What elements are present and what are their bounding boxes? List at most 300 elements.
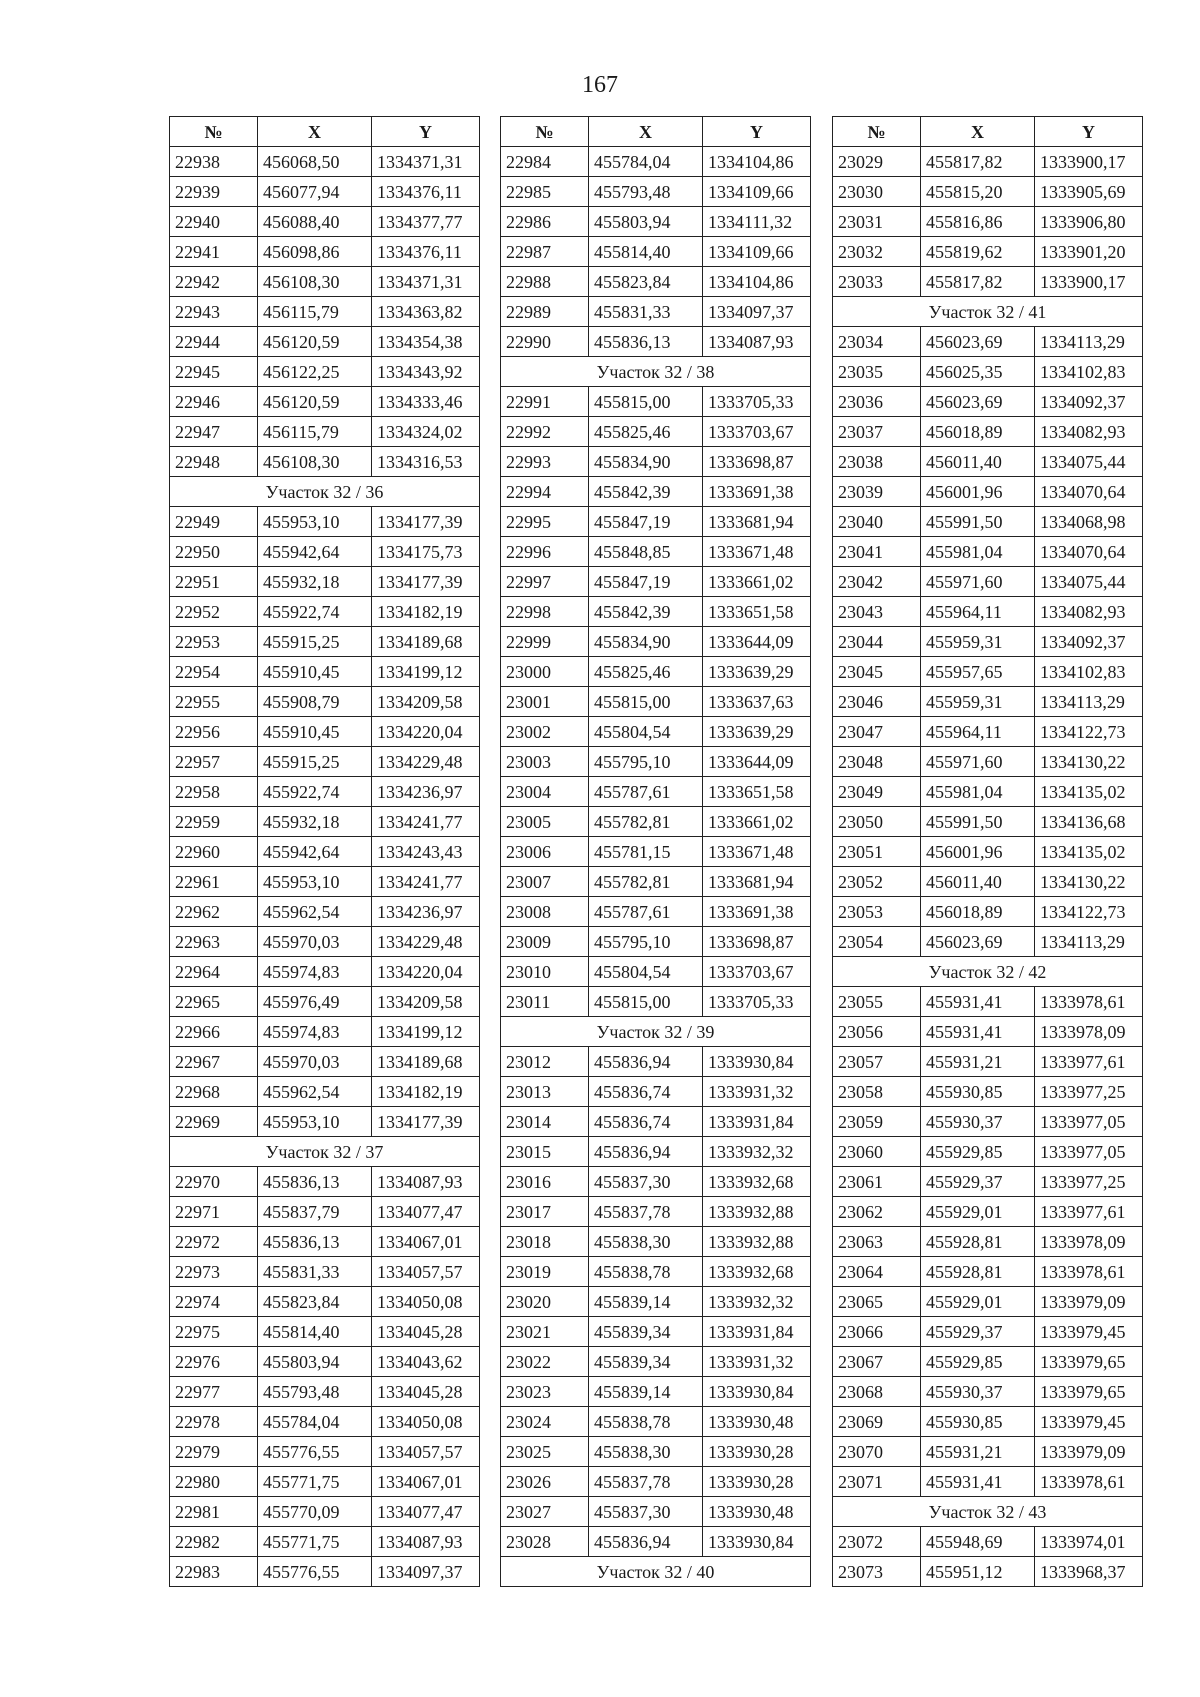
x-coordinate: 456023,69: [921, 927, 1035, 957]
table-row: [501, 1497, 811, 1527]
x-coordinate: 455804,54: [589, 957, 703, 987]
table-row: [170, 1377, 480, 1407]
x-coordinate: 455819,62: [921, 237, 1035, 267]
y-coordinate: 1334097,37: [703, 297, 811, 327]
y-coordinate: 1333905,69: [1035, 177, 1143, 207]
table-row: [833, 777, 1143, 807]
table-row: [501, 177, 811, 207]
number-header: №: [170, 117, 258, 147]
y-coordinate: 1334199,12: [372, 1017, 480, 1047]
y-coordinate: 1333681,94: [703, 507, 811, 537]
section-row: [170, 1137, 480, 1167]
y-coordinate: 1334087,93: [372, 1527, 480, 1557]
table-row: [501, 777, 811, 807]
table-row: [501, 1077, 811, 1107]
point-number: 22963: [170, 927, 258, 957]
y-coordinate: 1334177,39: [372, 507, 480, 537]
x-coordinate: 456011,40: [921, 867, 1035, 897]
point-number: 23069: [833, 1407, 921, 1437]
table-row: [833, 717, 1143, 747]
table-row: [833, 267, 1143, 297]
y-coordinate: 1334050,08: [372, 1287, 480, 1317]
section-title: Участок 32 / 43: [833, 1497, 1143, 1527]
y-coordinate: 1333930,84: [703, 1047, 811, 1077]
point-number: 22965: [170, 987, 258, 1017]
y-coordinate: 1333681,94: [703, 867, 811, 897]
x-coordinate: 455981,04: [921, 777, 1035, 807]
x-coordinate: 455804,54: [589, 717, 703, 747]
y-coordinate: 1334082,93: [1035, 597, 1143, 627]
point-number: 22999: [501, 627, 589, 657]
section-title: Участок 32 / 40: [501, 1557, 811, 1587]
table-row: [170, 687, 480, 717]
table-row: [833, 417, 1143, 447]
y-coordinate: 1333977,05: [1035, 1107, 1143, 1137]
y-coordinate: 1334057,57: [372, 1257, 480, 1287]
point-number: 23037: [833, 417, 921, 447]
point-number: 22952: [170, 597, 258, 627]
x-coordinate: 455814,40: [589, 237, 703, 267]
point-number: 22994: [501, 477, 589, 507]
table-row: [833, 1437, 1143, 1467]
x-coordinate: 455948,69: [921, 1527, 1035, 1557]
x-coordinate: 455910,45: [258, 657, 372, 687]
point-number: 22941: [170, 237, 258, 267]
table-row: [833, 327, 1143, 357]
table-row: [833, 1527, 1143, 1557]
y-coordinate: 1333639,29: [703, 657, 811, 687]
x-coordinate: 455929,37: [921, 1167, 1035, 1197]
x-coordinate: 455770,09: [258, 1497, 372, 1527]
section-title: Участок 32 / 41: [833, 297, 1143, 327]
table-row: [833, 747, 1143, 777]
y-coordinate: 1333698,87: [703, 927, 811, 957]
table-row: [501, 987, 811, 1017]
x-coordinate: 455931,41: [921, 1017, 1035, 1047]
y-coordinate: 1333979,09: [1035, 1287, 1143, 1317]
y-coordinate: 1333651,58: [703, 777, 811, 807]
x-coordinate: 455837,78: [589, 1197, 703, 1227]
section-title: Участок 32 / 36: [170, 477, 480, 507]
x-coordinate: 455964,11: [921, 717, 1035, 747]
point-number: 23050: [833, 807, 921, 837]
point-number: 23030: [833, 177, 921, 207]
point-number: 22957: [170, 747, 258, 777]
y-coordinate: 1333661,02: [703, 567, 811, 597]
table-row: [833, 1557, 1143, 1587]
point-number: 23070: [833, 1437, 921, 1467]
table-row: [833, 147, 1143, 177]
x-coordinate: 455817,82: [921, 267, 1035, 297]
point-number: 22996: [501, 537, 589, 567]
point-number: 22988: [501, 267, 589, 297]
table-row: [501, 1197, 811, 1227]
point-number: 23063: [833, 1227, 921, 1257]
x-coordinate: 455931,21: [921, 1047, 1035, 1077]
y-coordinate: 1333968,37: [1035, 1557, 1143, 1587]
table-row: [833, 897, 1143, 927]
point-number: 22939: [170, 177, 258, 207]
x-coordinate: 455815,00: [589, 687, 703, 717]
table-row: [501, 957, 811, 987]
table-row: [170, 747, 480, 777]
point-number: 22967: [170, 1047, 258, 1077]
point-number: 22976: [170, 1347, 258, 1377]
y-coordinate: 1333979,65: [1035, 1347, 1143, 1377]
point-number: 22985: [501, 177, 589, 207]
point-number: 22997: [501, 567, 589, 597]
point-number: 23046: [833, 687, 921, 717]
point-number: 22973: [170, 1257, 258, 1287]
point-number: 22980: [170, 1467, 258, 1497]
point-number: 23058: [833, 1077, 921, 1107]
y-coordinate: 1334371,31: [372, 147, 480, 177]
point-number: 23014: [501, 1107, 589, 1137]
point-number: 23017: [501, 1197, 589, 1227]
coordinates-table-3: [832, 116, 1143, 1587]
table-row: [501, 327, 811, 357]
header-row: [170, 117, 480, 147]
x-coordinate: 456088,40: [258, 207, 372, 237]
y-coordinate: 1334122,73: [1035, 717, 1143, 747]
table-row: [501, 1137, 811, 1167]
x-coordinate: 455962,54: [258, 1077, 372, 1107]
y-coordinate: 1333974,01: [1035, 1527, 1143, 1557]
y-coordinate: 1333931,84: [703, 1107, 811, 1137]
table-row: [833, 1287, 1143, 1317]
y-coordinate: 1334363,82: [372, 297, 480, 327]
table-row: [833, 1107, 1143, 1137]
table-row: [501, 717, 811, 747]
point-number: 23026: [501, 1467, 589, 1497]
x-coordinate: 456077,94: [258, 177, 372, 207]
y-coordinate: 1334092,37: [1035, 387, 1143, 417]
table-row: [170, 867, 480, 897]
x-coordinate: 455815,20: [921, 177, 1035, 207]
x-coordinate: 455837,30: [589, 1167, 703, 1197]
point-number: 23059: [833, 1107, 921, 1137]
table-row: [833, 837, 1143, 867]
x-coordinate: 455931,21: [921, 1437, 1035, 1467]
point-number: 23064: [833, 1257, 921, 1287]
y-coordinate: 1333977,25: [1035, 1077, 1143, 1107]
table-row: [833, 177, 1143, 207]
y-coordinate: 1334102,83: [1035, 357, 1143, 387]
x-coordinate: 455836,94: [589, 1137, 703, 1167]
y-coordinate: 1333979,65: [1035, 1377, 1143, 1407]
point-number: 22959: [170, 807, 258, 837]
x-coordinate: 455953,10: [258, 867, 372, 897]
point-number: 22992: [501, 417, 589, 447]
y-coordinate: 1334111,32: [703, 207, 811, 237]
point-number: 23040: [833, 507, 921, 537]
point-number: 23066: [833, 1317, 921, 1347]
y-coordinate: 1334045,28: [372, 1317, 480, 1347]
point-number: 23048: [833, 747, 921, 777]
point-number: 22949: [170, 507, 258, 537]
point-number: 22991: [501, 387, 589, 417]
x-coordinate: 455976,49: [258, 987, 372, 1017]
y-coordinate: 1333671,48: [703, 837, 811, 867]
y-coordinate: 1333930,84: [703, 1527, 811, 1557]
table-row: [833, 987, 1143, 1017]
y-coordinate: 1333900,17: [1035, 267, 1143, 297]
point-number: 23022: [501, 1347, 589, 1377]
table-row: [170, 627, 480, 657]
y-coordinate: 1334371,31: [372, 267, 480, 297]
point-number: 22970: [170, 1167, 258, 1197]
y-coordinate: 1334220,04: [372, 717, 480, 747]
point-number: 23019: [501, 1257, 589, 1287]
table-row: [501, 1407, 811, 1437]
y-coordinate: 1334135,02: [1035, 777, 1143, 807]
page-number: 167: [582, 72, 618, 98]
table-row: [833, 387, 1143, 417]
table-row: [170, 1017, 480, 1047]
section-title: Участок 32 / 37: [170, 1137, 480, 1167]
point-number: 23062: [833, 1197, 921, 1227]
x-coordinate: 455823,84: [589, 267, 703, 297]
y-coordinate: 1333705,33: [703, 987, 811, 1017]
x-coordinate: 455962,54: [258, 897, 372, 927]
table-row: [501, 1287, 811, 1317]
x-coordinate: 455922,74: [258, 597, 372, 627]
x-coordinate: 455784,04: [589, 147, 703, 177]
table-row: [501, 297, 811, 327]
point-number: 22983: [170, 1557, 258, 1587]
point-number: 23065: [833, 1287, 921, 1317]
table-row: [501, 387, 811, 417]
y-coordinate: 1334043,62: [372, 1347, 480, 1377]
point-number: 22968: [170, 1077, 258, 1107]
y-coordinate: 1334109,66: [703, 237, 811, 267]
point-number: 23052: [833, 867, 921, 897]
table-row: [833, 1047, 1143, 1077]
table-row: [833, 1467, 1143, 1497]
table-row: [170, 537, 480, 567]
y-coordinate: 1334236,97: [372, 777, 480, 807]
table-row: [170, 1467, 480, 1497]
point-number: 23008: [501, 897, 589, 927]
table-row: [170, 597, 480, 627]
table-row: [833, 357, 1143, 387]
table-row: [501, 1107, 811, 1137]
point-number: 22990: [501, 327, 589, 357]
x-coordinate: 455814,40: [258, 1317, 372, 1347]
table-row: [833, 1227, 1143, 1257]
table-row: [170, 267, 480, 297]
table-row: [501, 1527, 811, 1557]
x-coordinate: 455915,25: [258, 747, 372, 777]
point-number: 22978: [170, 1407, 258, 1437]
x-coordinate: 455836,94: [589, 1047, 703, 1077]
x-coordinate: 455930,37: [921, 1377, 1035, 1407]
point-number: 23038: [833, 447, 921, 477]
table-row: [501, 267, 811, 297]
point-number: 22962: [170, 897, 258, 927]
table-row: [501, 477, 811, 507]
x-coordinate: 455816,86: [921, 207, 1035, 237]
point-number: 23061: [833, 1167, 921, 1197]
point-number: 22971: [170, 1197, 258, 1227]
y-coordinate: 1334077,47: [372, 1197, 480, 1227]
table-row: [833, 1347, 1143, 1377]
table-row: [833, 237, 1143, 267]
point-number: 22956: [170, 717, 258, 747]
x-coordinate: 456098,86: [258, 237, 372, 267]
table-row: [833, 867, 1143, 897]
x-coordinate: 455839,34: [589, 1347, 703, 1377]
x-coordinate: 455839,14: [589, 1287, 703, 1317]
x-coordinate: 455971,60: [921, 567, 1035, 597]
point-number: 22964: [170, 957, 258, 987]
x-coordinate: 455928,81: [921, 1227, 1035, 1257]
y-coordinate: 1333705,33: [703, 387, 811, 417]
x-coordinate: 455793,48: [258, 1377, 372, 1407]
table-row: [170, 1407, 480, 1437]
y-coordinate: 1333639,29: [703, 717, 811, 747]
x-coordinate: 455837,30: [589, 1497, 703, 1527]
table-row: [833, 447, 1143, 477]
x-coordinate: 455847,19: [589, 507, 703, 537]
y-coordinate: 1334182,19: [372, 1077, 480, 1107]
table-row: [833, 627, 1143, 657]
x-coordinate: 455957,65: [921, 657, 1035, 687]
y-coordinate: 1333637,63: [703, 687, 811, 717]
table-row: [501, 567, 811, 597]
point-number: 22955: [170, 687, 258, 717]
x-coordinate: 455930,85: [921, 1407, 1035, 1437]
point-number: 22979: [170, 1437, 258, 1467]
table-row: [501, 417, 811, 447]
table-row: [170, 1317, 480, 1347]
table-row: [170, 417, 480, 447]
x-coordinate: 455838,78: [589, 1407, 703, 1437]
y-coordinate: 1333978,61: [1035, 987, 1143, 1017]
y-coordinate: 1333644,09: [703, 627, 811, 657]
point-number: 23047: [833, 717, 921, 747]
x-coordinate: 455784,04: [258, 1407, 372, 1437]
table-row: [170, 177, 480, 207]
table-row: [501, 747, 811, 777]
x-coordinate: 456120,59: [258, 387, 372, 417]
table-row: [833, 927, 1143, 957]
table-row: [501, 807, 811, 837]
x-coordinate: 455831,33: [258, 1257, 372, 1287]
x-coordinate: 455803,94: [589, 207, 703, 237]
x-coordinate: 456108,30: [258, 447, 372, 477]
x-coordinate: 455839,34: [589, 1317, 703, 1347]
y-coordinate: 1334135,02: [1035, 837, 1143, 867]
y-coordinate: 1334097,37: [372, 1557, 480, 1587]
y-coordinate: 1334070,64: [1035, 537, 1143, 567]
x-coordinate: 455838,30: [589, 1227, 703, 1257]
point-number: 22943: [170, 297, 258, 327]
table-row: [833, 597, 1143, 627]
x-coordinate: 455836,13: [258, 1167, 372, 1197]
x-coordinate: 455836,13: [258, 1227, 372, 1257]
header-row: [501, 117, 811, 147]
x-coordinate: 456068,50: [258, 147, 372, 177]
y-coordinate: 1334229,48: [372, 927, 480, 957]
x-coordinate: 455803,94: [258, 1347, 372, 1377]
x-coordinate: 455991,50: [921, 507, 1035, 537]
y-coordinate: 1333978,61: [1035, 1257, 1143, 1287]
x-coordinate: 456115,79: [258, 297, 372, 327]
table-row: [501, 627, 811, 657]
point-number: 23023: [501, 1377, 589, 1407]
y-coordinate: 1334067,01: [372, 1467, 480, 1497]
x-header: X: [921, 117, 1035, 147]
table-row: [833, 1257, 1143, 1287]
point-number: 23053: [833, 897, 921, 927]
x-coordinate: 455932,18: [258, 567, 372, 597]
x-header: X: [258, 117, 372, 147]
point-number: 23016: [501, 1167, 589, 1197]
point-number: 23003: [501, 747, 589, 777]
table-row: [170, 1347, 480, 1377]
x-coordinate: 456025,35: [921, 357, 1035, 387]
table-row: [833, 687, 1143, 717]
point-number: 23024: [501, 1407, 589, 1437]
y-coordinate: 1334175,73: [372, 537, 480, 567]
x-coordinate: 455825,46: [589, 417, 703, 447]
point-number: 23033: [833, 267, 921, 297]
table-row: [501, 867, 811, 897]
section-row: [501, 1557, 811, 1587]
x-coordinate: 455787,61: [589, 777, 703, 807]
x-coordinate: 455974,83: [258, 957, 372, 987]
point-number: 23072: [833, 1527, 921, 1557]
point-number: 22993: [501, 447, 589, 477]
y-coordinate: 1334057,57: [372, 1437, 480, 1467]
x-coordinate: 456023,69: [921, 387, 1035, 417]
point-number: 23015: [501, 1137, 589, 1167]
x-coordinate: 456108,30: [258, 267, 372, 297]
table-row: [170, 1497, 480, 1527]
y-coordinate: 1333930,28: [703, 1467, 811, 1497]
point-number: 23073: [833, 1557, 921, 1587]
y-coordinate: 1334177,39: [372, 567, 480, 597]
point-number: 23000: [501, 657, 589, 687]
point-number: 23068: [833, 1377, 921, 1407]
x-coordinate: 455959,31: [921, 687, 1035, 717]
x-coordinate: 455817,82: [921, 147, 1035, 177]
x-coordinate: 455847,19: [589, 567, 703, 597]
y-coordinate: 1334136,68: [1035, 807, 1143, 837]
x-coordinate: 455915,25: [258, 627, 372, 657]
y-coordinate: 1333691,38: [703, 897, 811, 927]
section-title: Участок 32 / 39: [501, 1017, 811, 1047]
y-coordinate: 1334092,37: [1035, 627, 1143, 657]
table-row: [501, 897, 811, 927]
point-number: 23060: [833, 1137, 921, 1167]
y-coordinate: 1333930,48: [703, 1407, 811, 1437]
y-coordinate: 1333671,48: [703, 537, 811, 567]
x-coordinate: 455836,74: [589, 1077, 703, 1107]
y-coordinate: 1334102,83: [1035, 657, 1143, 687]
y-header: Y: [703, 117, 811, 147]
point-number: 23067: [833, 1347, 921, 1377]
y-coordinate: 1333977,25: [1035, 1167, 1143, 1197]
point-number: 23021: [501, 1317, 589, 1347]
point-number: 23057: [833, 1047, 921, 1077]
section-title: Участок 32 / 38: [501, 357, 811, 387]
point-number: 22989: [501, 297, 589, 327]
coordinates-table-2: [500, 116, 811, 1587]
y-coordinate: 1333979,09: [1035, 1437, 1143, 1467]
y-coordinate: 1334243,43: [372, 837, 480, 867]
